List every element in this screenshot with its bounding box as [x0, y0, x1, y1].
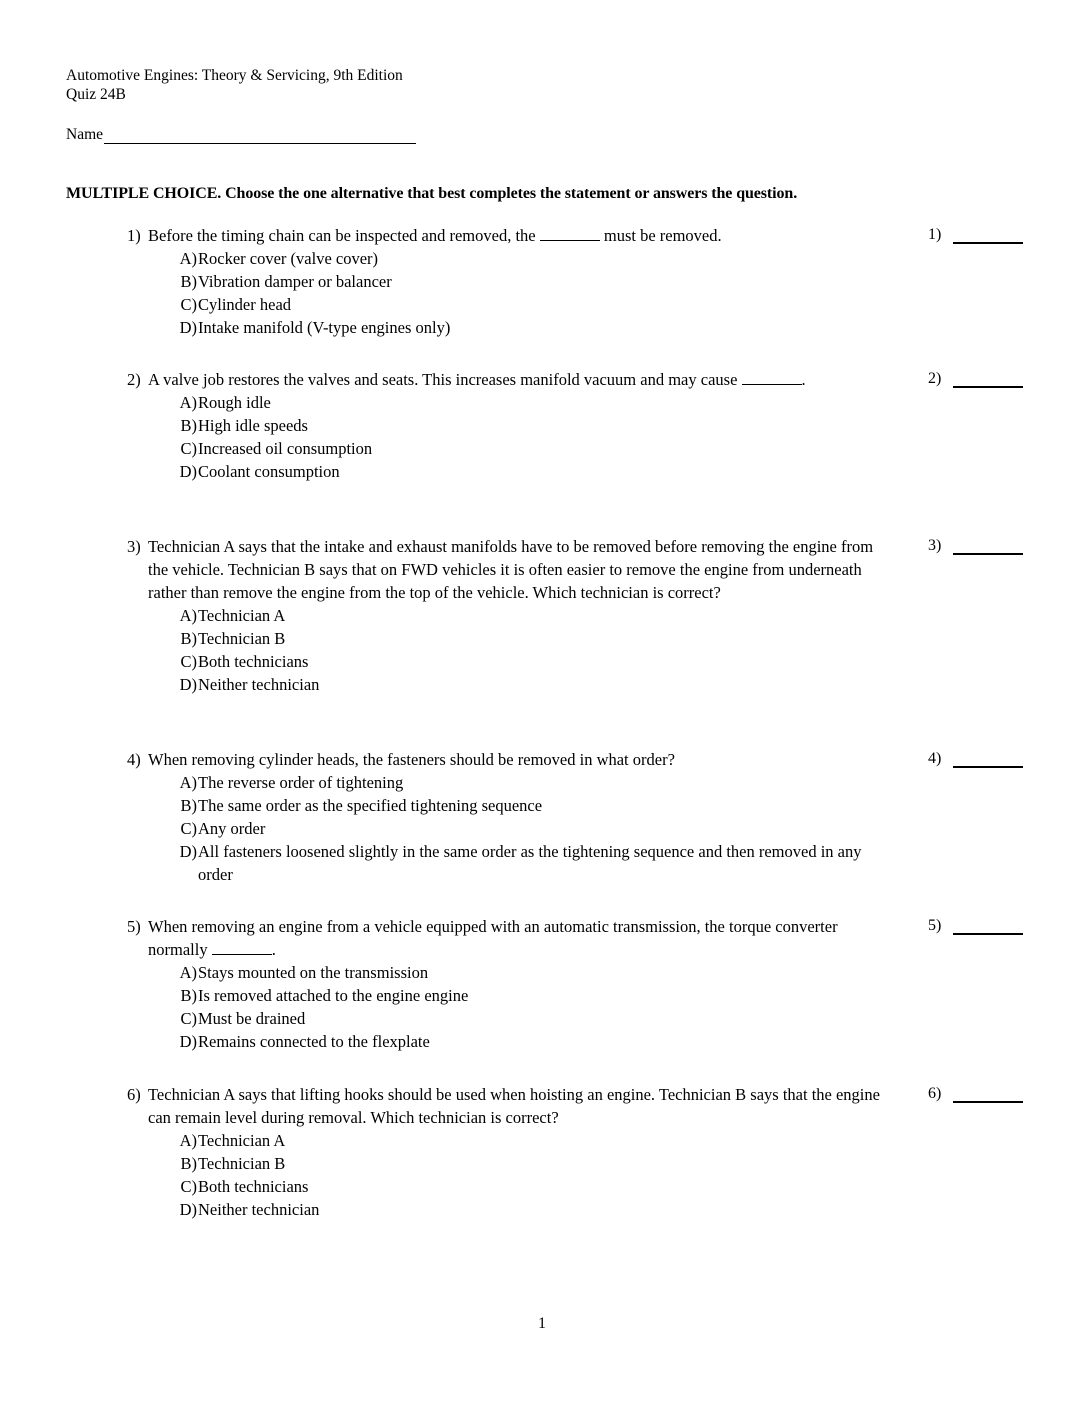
option-text: Any order	[198, 819, 266, 838]
option-a	[172, 391, 897, 414]
option-label: A)	[179, 963, 197, 982]
option-label: B)	[180, 986, 197, 1005]
name-input-line[interactable]	[104, 125, 416, 144]
option-d	[172, 840, 897, 886]
option-c	[172, 437, 897, 460]
answer-line[interactable]	[953, 750, 1023, 768]
option-label: B)	[180, 1154, 197, 1173]
page-number: 1	[538, 1315, 546, 1332]
option-text: The same order as the specified tightening sequence	[198, 796, 543, 815]
option-label: C)	[180, 1177, 197, 1196]
option-label: A)	[179, 249, 197, 268]
option-label: C)	[180, 652, 197, 671]
section-instructions: MULTIPLE CHOICE. Choose the one alternative that best completes the statement or answers the question.	[66, 185, 798, 202]
name-label: Name	[66, 126, 104, 143]
option-c	[172, 1175, 897, 1198]
answer-label: 5)	[928, 917, 942, 934]
answer-blank-4	[928, 750, 1023, 768]
stem-text: must be removed.	[599, 226, 722, 245]
option-text: Technician B	[198, 629, 286, 648]
option-b	[172, 270, 897, 293]
option-text: Increased oil consumption	[198, 439, 373, 458]
question-stem	[127, 224, 897, 247]
option-text: Coolant consumption	[198, 462, 340, 481]
option-text: Neither technician	[198, 1200, 320, 1219]
question-3	[127, 535, 897, 696]
quiz-title: Quiz 24B	[66, 86, 126, 103]
answer-blank-6	[928, 1085, 1023, 1103]
option-d	[172, 316, 897, 339]
fill-in-blank	[212, 940, 272, 955]
option-label: D)	[179, 318, 197, 337]
question-4	[127, 748, 897, 886]
option-text: Must be drained	[198, 1009, 306, 1028]
question-stem	[127, 748, 897, 771]
option-b	[172, 1152, 897, 1175]
option-text: High idle speeds	[198, 416, 308, 435]
option-b	[172, 984, 897, 1007]
option-text: All fasteners loosened slightly in the same order as the tightening sequence and then removed in any order	[198, 842, 862, 884]
fill-in-blank	[540, 226, 600, 241]
question-2	[127, 368, 897, 483]
stem-text: When removing an engine from a vehicle equipped with an automatic transmission, the torque converter normally	[148, 917, 838, 959]
stem-text: .	[801, 370, 806, 389]
stem-text: .	[271, 940, 276, 959]
option-label: D)	[179, 1032, 197, 1051]
question-stem	[127, 368, 897, 391]
option-d	[172, 673, 897, 696]
answer-line[interactable]	[953, 1085, 1023, 1103]
book-title: Automotive Engines: Theory & Servicing, 9th Edition	[66, 67, 403, 84]
option-text: Neither technician	[198, 675, 320, 694]
question-number: 4)	[127, 750, 141, 769]
option-text: Remains connected to the flexplate	[198, 1032, 430, 1051]
question-number: 1)	[127, 226, 141, 245]
option-text: Both technicians	[198, 1177, 309, 1196]
fill-in-blank	[742, 370, 802, 385]
option-label: A)	[179, 773, 197, 792]
option-label: D)	[179, 462, 197, 481]
option-d	[172, 1198, 897, 1221]
option-c	[172, 817, 897, 840]
stem-text: When removing cylinder heads, the fasteners should be removed in what order?	[148, 750, 675, 769]
option-b	[172, 414, 897, 437]
answer-line[interactable]	[953, 226, 1023, 244]
option-text: The reverse order of tightening	[198, 773, 404, 792]
option-a	[172, 247, 897, 270]
answer-label: 3)	[928, 537, 942, 554]
question-number: 6)	[127, 1085, 141, 1104]
stem-text: Technician A says that the intake and exhaust manifolds have to be removed before removing the engine from the vehicle. Technician B says that on FWD vehicles it is often easier to remove the engine from underneath rather than remove the engine from the top of the vehicle. Which technician is correct?	[148, 537, 874, 602]
option-label: B)	[180, 416, 197, 435]
option-label: A)	[179, 1131, 197, 1150]
option-label: C)	[180, 1009, 197, 1028]
option-b	[172, 794, 897, 817]
option-label: C)	[180, 295, 197, 314]
option-a	[172, 771, 897, 794]
answer-line[interactable]	[953, 370, 1023, 388]
answer-label: 6)	[928, 1085, 942, 1102]
question-stem	[127, 915, 897, 961]
option-c	[172, 293, 897, 316]
answer-label: 1)	[928, 226, 942, 243]
option-label: D)	[179, 675, 197, 694]
option-label: C)	[180, 439, 197, 458]
option-text: Rocker cover (valve cover)	[198, 249, 379, 268]
option-label: C)	[180, 819, 197, 838]
option-text: Technician B	[198, 1154, 286, 1173]
option-a	[172, 604, 897, 627]
option-a	[172, 1129, 897, 1152]
answer-label: 2)	[928, 370, 942, 387]
question-number: 3)	[127, 537, 141, 556]
option-c	[172, 1007, 897, 1030]
answer-blank-2	[928, 370, 1023, 388]
answer-label: 4)	[928, 750, 942, 767]
stem-text: Technician A says that lifting hooks should be used when hoisting an engine. Technician B says that the engine can remain level during removal. Which technician is correct?	[148, 1085, 880, 1127]
answer-blank-3	[928, 537, 1023, 555]
name-field-row	[66, 125, 416, 144]
option-d	[172, 1030, 897, 1053]
answer-line[interactable]	[953, 917, 1023, 935]
option-text: Rough idle	[198, 393, 271, 412]
option-d	[172, 460, 897, 483]
answer-line[interactable]	[953, 537, 1023, 555]
question-6	[127, 1083, 897, 1221]
option-text: Technician A	[198, 606, 286, 625]
option-label: B)	[180, 629, 197, 648]
option-label: B)	[180, 796, 197, 815]
option-a	[172, 961, 897, 984]
option-b	[172, 627, 897, 650]
option-text: Intake manifold (V-type engines only)	[198, 318, 451, 337]
question-1	[127, 224, 897, 339]
stem-text: Before the timing chain can be inspected and removed, the	[148, 226, 540, 245]
stem-text: A valve job restores the valves and seats. This increases manifold vacuum and may cause	[148, 370, 742, 389]
question-stem	[127, 535, 897, 604]
question-number: 2)	[127, 370, 141, 389]
option-label: B)	[180, 272, 197, 291]
option-label: D)	[179, 1200, 197, 1219]
option-text: Cylinder head	[198, 295, 292, 314]
option-text: Technician A	[198, 1131, 286, 1150]
answer-blank-5	[928, 917, 1023, 935]
question-5	[127, 915, 897, 1053]
option-text: Both technicians	[198, 652, 309, 671]
question-stem	[127, 1083, 897, 1129]
question-number: 5)	[127, 917, 141, 936]
answer-blank-1	[928, 226, 1023, 244]
option-label: D)	[179, 842, 197, 861]
option-text: Vibration damper or balancer	[198, 272, 392, 291]
option-c	[172, 650, 897, 673]
option-text: Is removed attached to the engine engine	[198, 986, 469, 1005]
option-label: A)	[179, 606, 197, 625]
option-text: Stays mounted on the transmission	[198, 963, 429, 982]
option-label: A)	[179, 393, 197, 412]
